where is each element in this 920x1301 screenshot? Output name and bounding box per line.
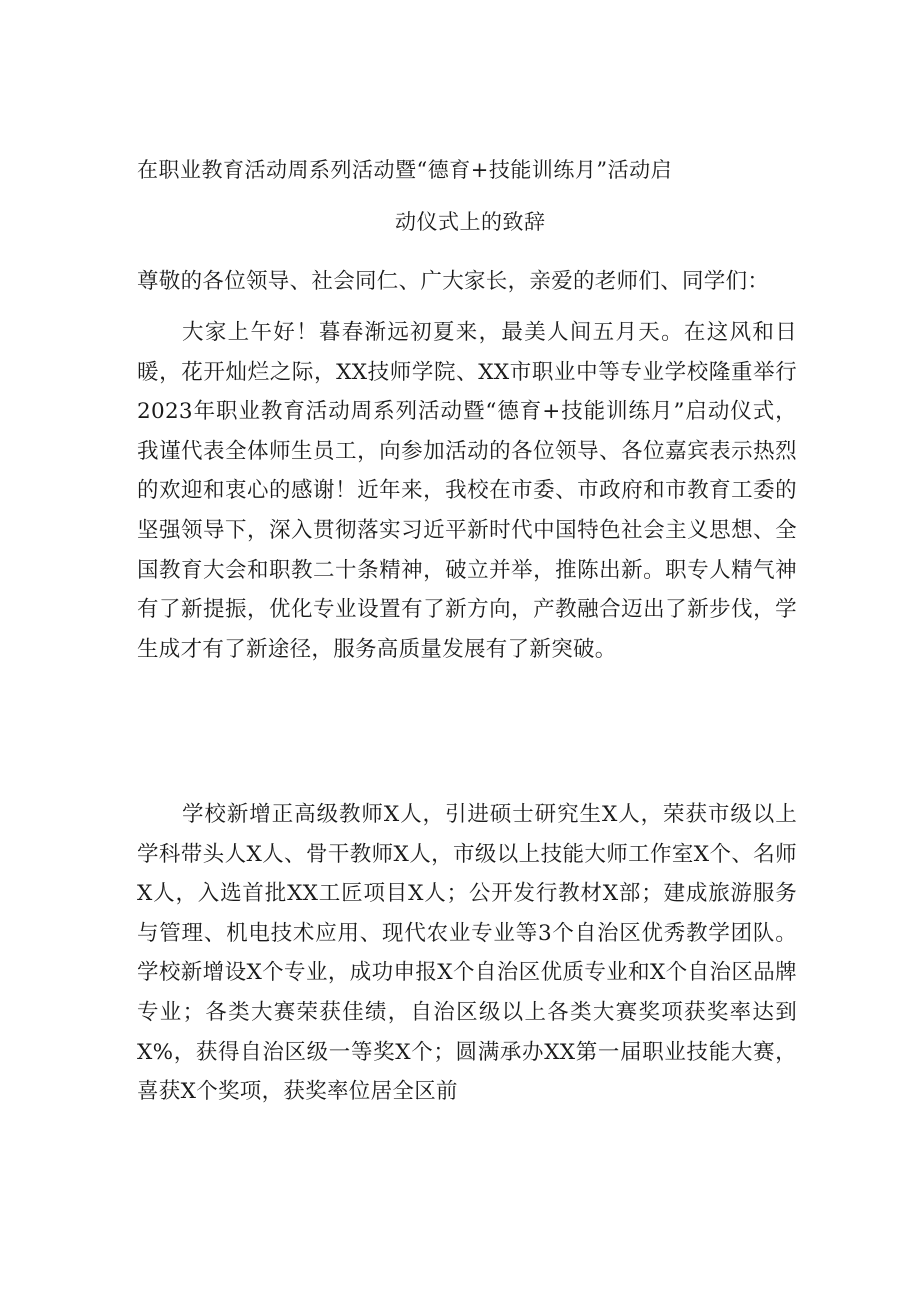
document-title-line-2: 动仪式上的致辞 (395, 210, 546, 234)
paragraph-2: 学校新增正高级教师X人，引进硕士研究生X人，荣获市级以上学科带头人X人、骨干教师X人，市级以上技能大师工作室X个、名师X人，入选首批XX工匠项目X人；公开发行教材X部；建成旅游服务与管理、机电技术应用、现代农业专业等3个自治区优秀教学团队。学校新增设X个专业，成功申报X个自治区优质专业和X个自治区品牌专业；各类大赛荣获佳绩，自治区级以上各类大赛奖项获奖率达到X%，获得自治区级一等奖X个；圆满承办XX第一届职业技能大赛，喜获X个奖项，获奖率位居全区前 (137, 802, 797, 1105)
salutation: 尊敬的各位领导、社会同仁、广大家长，亲爱的老师们、同学们： (137, 269, 770, 294)
document-title-line-1: 在职业教育活动周系列活动暨“德育+技能训练月”活动启 (137, 158, 673, 182)
paragraph-1: 大家上午好！暮春渐远初夏来，最美人间五月天。在这风和日暖，花开灿烂之际，XX技师学院、XX市职业中等专业学校隆重举行2023年职业教育活动周系列活动暨“德育+技能训练月”启动仪式，我谨代表全体师生员工，向参加活动的各位领导、各位嘉宾表示热烈的欢迎和衷心的感谢！近年来，我校在市委、市政府和市教育工委的坚强领导下，深入贯彻落实习近平新时代中国特色社会主义思想、全国教育大会和职教二十条精神，破立并举，推陈出新。职专人精气神有了新提振，优化专业设置有了新方向，产教融合迈出了新步伐，学生成才有了新途径，服务高质量发展有了新突破。 (137, 320, 797, 662)
